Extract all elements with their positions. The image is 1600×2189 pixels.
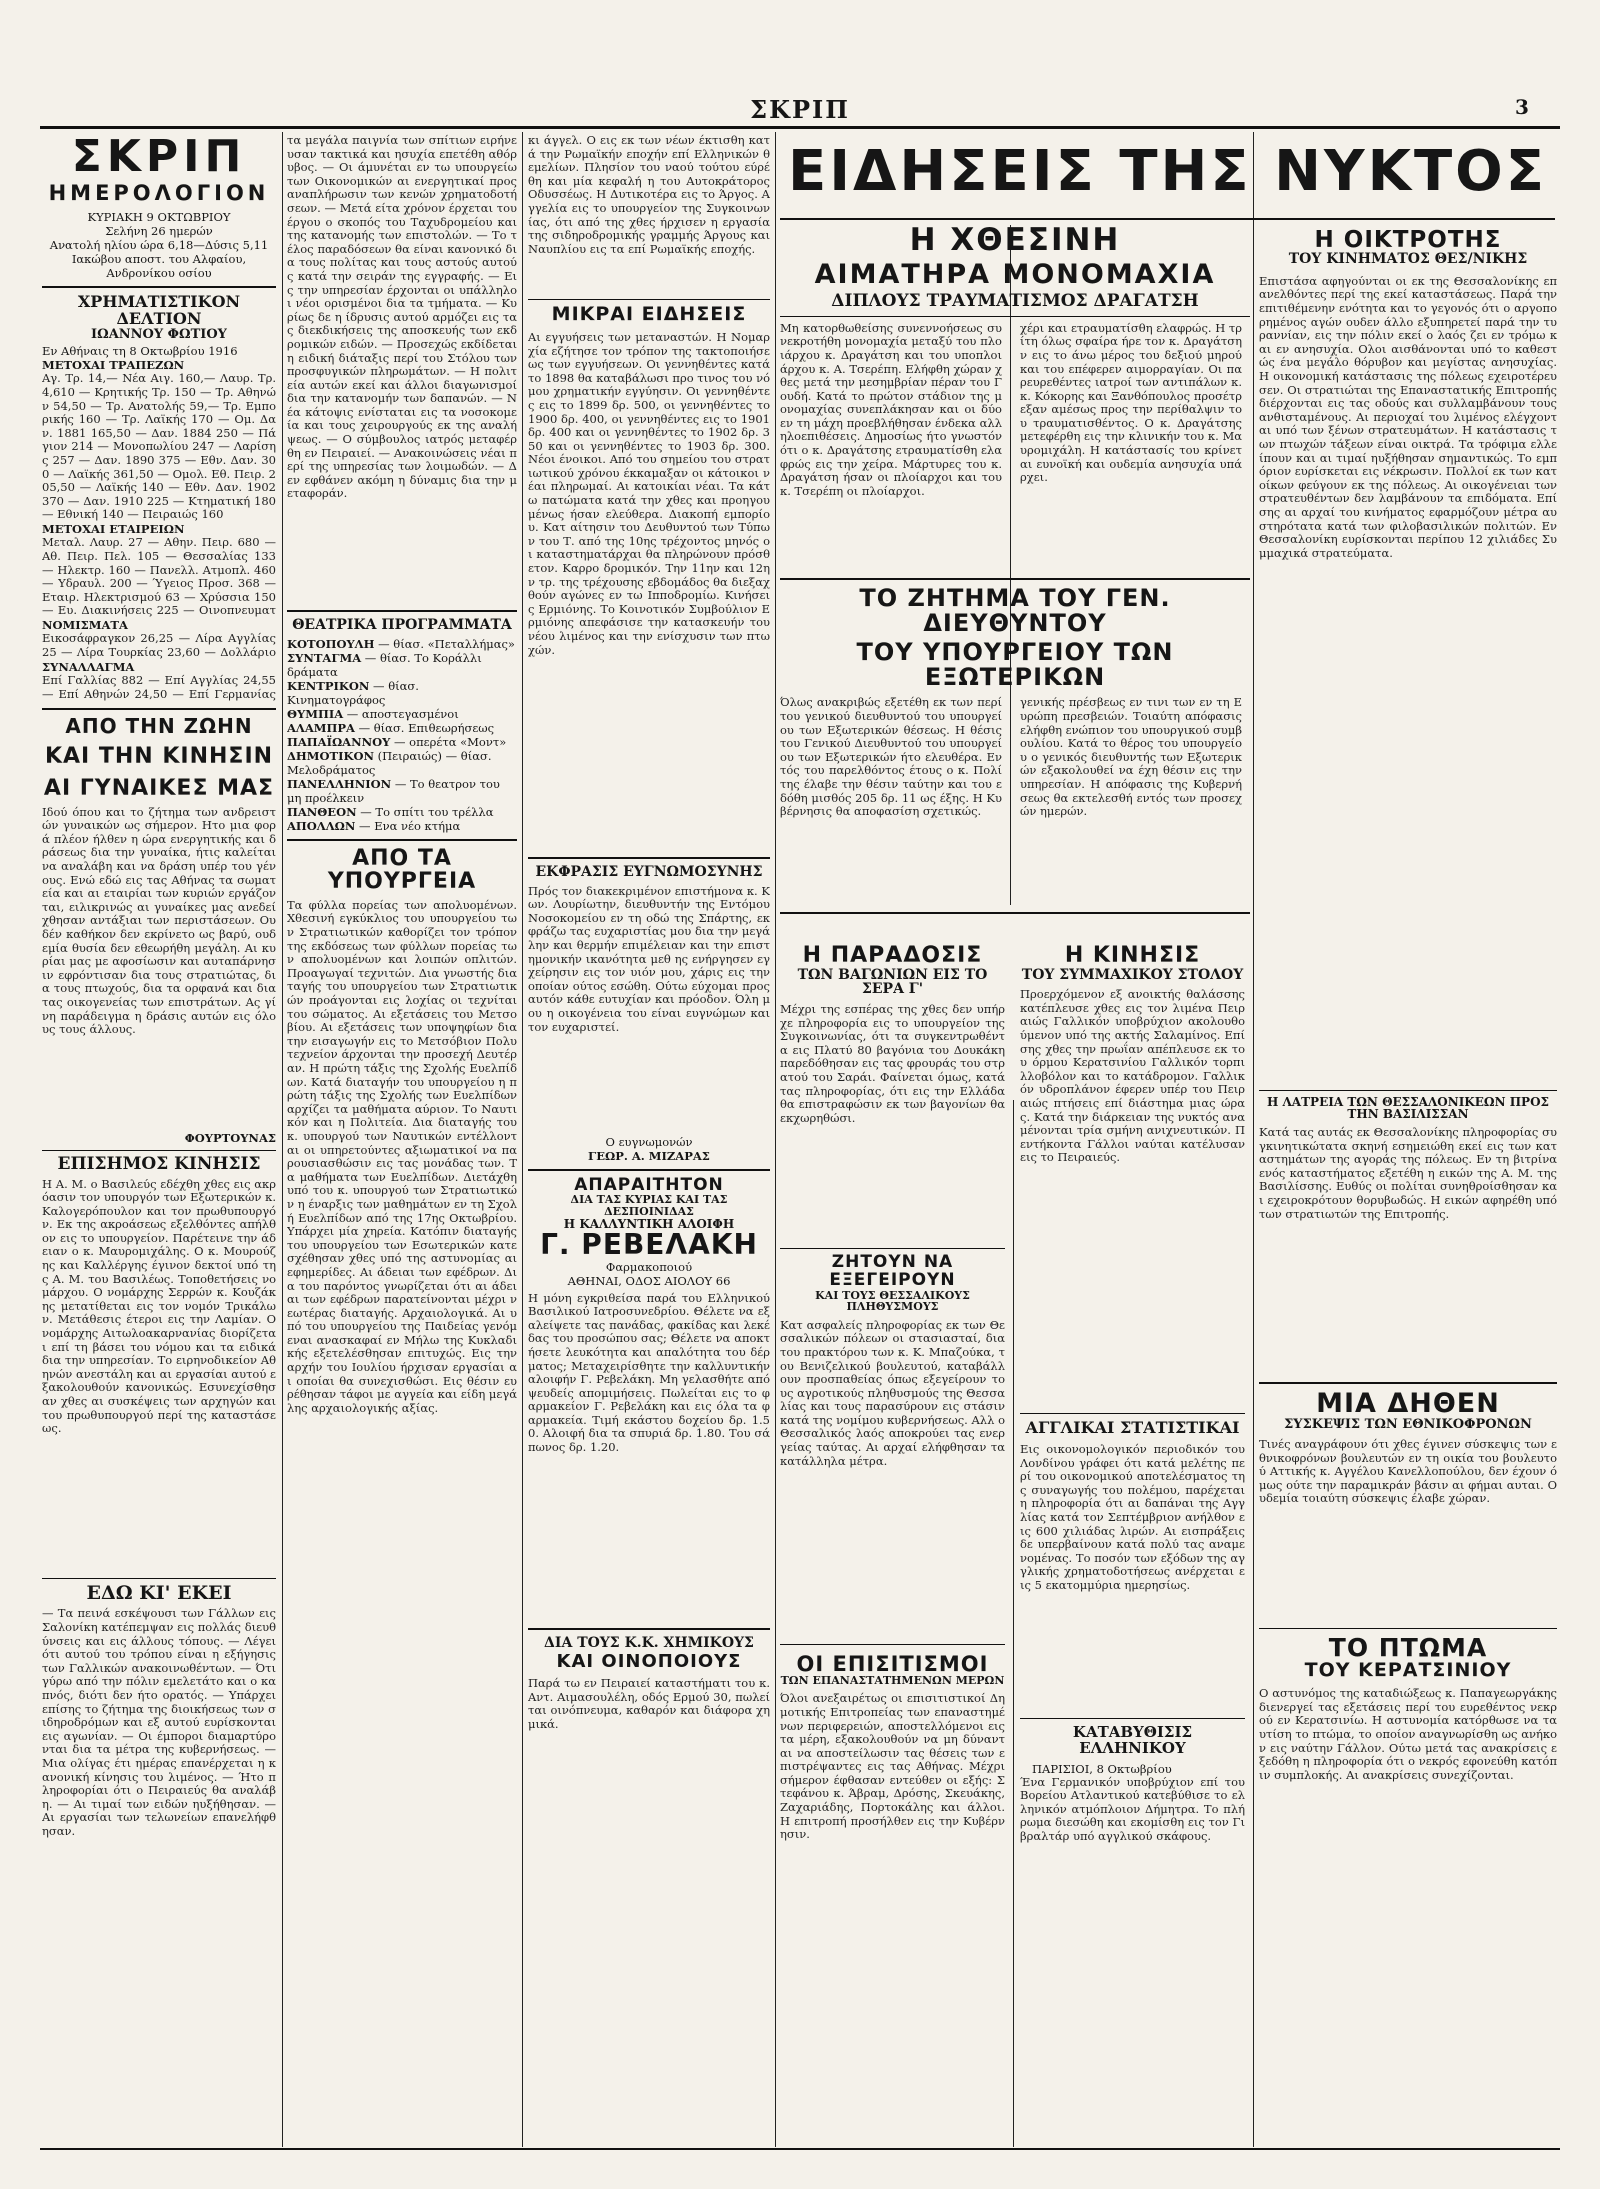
calendar-title: ΗΜΕΡΟΛΟΓΙΟΝ xyxy=(48,181,270,206)
sink-heading: ΚΑΤΑΒΥΘΙΣΙΣ ΕΛΛΗΝΙΚΟΥ xyxy=(1072,1723,1193,1757)
column-right xyxy=(1259,136,1557,2148)
cruelty-heading-1: Η ΟΙΚΤΡΟΤΗΣ xyxy=(1314,227,1502,253)
theatre-item: ΑΛΑΜΠΡΑ — θίασ. Επιθεωρήσεως xyxy=(287,720,495,735)
director-text-left: Όλως ανακριβώς εξετέθη εκ των περί του γενικού διευθυντού του υπουργείου των Εξωτερικών θέσεως. Η θέσις του Γενικού Διευθυντού του υπουργείου των Εξωτερικών ήτο ελευθέρα. Εντός του παρελθόντος έτους ο κ. Πολίτης έλαβε την θέσιν ταύτην και του εδόθη μισθός 205 δρ. 11 ως έξης. Η Κυβέρνησις θα αποφασίση σχετικώς. xyxy=(780,696,1002,819)
ad-heading-3: Η ΚΑΛΛΥΝΤΙΚΗ ΑΛΟΙΦΗ xyxy=(563,1216,735,1231)
divider xyxy=(528,1628,770,1630)
official-heading: ΕΠΙΣΗΜΟΣ ΚΙΝΗΣΙΣ xyxy=(57,1153,261,1174)
divider xyxy=(780,912,1250,914)
supposed-article: Τινές αναγράφουν ότι χθες έγινεν σύσκεψις των εθνικοφρόνων βουλευτών εν τη οικία του βουλευτού Αττικής κ. Αγγέλου Κανελλοπούλου, δεν έχουν όμως ούτε την παραμικράν βάσιν αι φήμαι αυται. Ουδεμία τοιαύτη σύσκεψις έλαβε χώραν. xyxy=(1259,1438,1557,1506)
column-rule-6 xyxy=(1253,132,1254,2147)
divider xyxy=(528,299,770,300)
director-text-right: γενικής πρέσβεως εν τινι των εν τη Ευρώπη πρεσβειών. Τοιαύτη απόφασις ελήφθη ενώπιον του υπουργικού συμβουλίου. Κατά το θέρος του υπουργείου ο γενικός διευθυντής των Εξωτερικών εξακολουθεί να έχη θέσιν εις την υπηρεσίαν. Η απόφασις της Κυβερνήσεως θα εκτελεσθή εντός των προσεχών ημερών. xyxy=(1020,696,1242,819)
queen-heading: Η ΛΑΤΡΕΙΑ ΤΩΝ ΘΕΣΣΑΛΟΝΙΚΕΩΝ ΠΡΟΣ ΤΗΝ ΒΑΣΙΛΙΣΣΑΝ xyxy=(1266,1094,1550,1122)
stats-article: Εις οικονομολογικόν περιοδικόν του Λονδίνου γράφει ότι κατά μελέτης περί του οικονομικού αποτελέσματος της συναγωγής του πολέμου, παρέχεται η πληροφορία ότι αι δαπάναι της Αγγλίας κατά τον Σεπτέμβριον ανήλθον εις 600 χιλιάδας λιρών. Αι εισπράξεις δε υπερβαίνουν κατά πολύ τας αναμενομένας. Το ποσόν των εξόδων της αγγλικής χρηματοδοτήσεως ανέρχεται εις 5 εκατομμύρια ημερησίως. xyxy=(1020,1443,1245,1592)
ad-subtitle: Φαρμακοποιού xyxy=(605,1259,693,1274)
masthead xyxy=(0,95,1600,123)
divider xyxy=(1020,1718,1245,1719)
small-news-article: Αι εγγυήσεις των μεταναστών. Η Νομαρχία εζήτησε τον τρόπον της τακτοποιήσεως των εγγυήσεων. Οι γεννηθέντες κατά το 1898 θα καταβάλωσι προ τινος του νόμου χρηματικήν εγγύησιν. Οι γεννηθέντες εις το 1899 δρ. 500, οι γεννηθέντες το 1900 δρ. 400, οι γεννηθέντες εις το 1901 δρ. 400 και οι γεννηθέντες το 1902 δρ. 350 και οι γεννηθέντες το 1903 δρ. 300. Νέοι ένοικοι. Από του σημείου του στρατιωτικού χρόνου έκκαμαξαν οι κάτοικοι νέαι πληρωμαί. Αι κατοικίαι νέαι. Τα κάτω πατώματα κατά την χθες και προηγουμένως ήσαν ελεύθερα. Διακοπή εμπορίου. Κατ αίτησιν του Δευθυντού των Τύπων του Τ. από της 10ης τρέχοντος μηνός οι καταστηματάρχαι θα πληρώνουν πρόσθετον. Καρρο δρομικόν. Την 11ην και 12ην τρ. της τρέχουσης εβδομάδος θα διεξαχθούν αγώνες εν τω Ιπποδρομίω. Κινήσεις Ερμιόνης. Το Κοινοτικόν Συμβούλιον Ερμιόνης απεφάσισε την κατασκευήν του νέου λιμένος και την ενίσχυσιν των πτωχών. xyxy=(528,330,770,657)
wagons-heading-1: Η ΠΑΡΑΔΟΣΙΣ xyxy=(802,943,983,969)
ad-name: Γ. ΡΕΒΕΛΑΚΗ xyxy=(540,1228,758,1262)
market-body-2: Μεταλ. Λαυρ. 27 — Αθην. Πειρ. 680 — Αθ. Πειρ. Πελ. 105 — Θεσσαλίας 133 — Ηλεκτρ. 160 — Πανελλ. Ατμοπλ. 460 — Υδραυλ. 200 — Ύγειος Προσ. 368 — Εταιρ. Ηλεκτρισμού 63 — Χρύσσια 150 — Ευ. Διακινήσεις 225 — Οινοπνευματ xyxy=(42,536,276,618)
women-article: Ιδού όπου και το ζήτημα των ανδρειστών γυναικών ως σήμερον. Ητο μια φορά πλέον ήλθεν η ώρα ενεργητικής και δράσεως δια την γυναίκα, ήτις καλείται να αναλάβη και να δράση υπέρ του γένους. Ενώ εδώ εις τας Αθήνας τα σωματεία και αι εταιρίαι των κυριών εργάζονται, ειλικρινώς αι γυναίκες μας ανεδείχθησαν αντάξιαι των περιστάσεων. Ουδέν καθήκον δεν εκρίνετο ως βαρύ, ουδεμία θυσία δεν εθεωρήθη μεγάλη. Αι κυρίαι μας με αφοσίωσιν και αυταπάρνησιν εφρόντισαν δια τους στρατιώτας, δια τους πτωχούς, δια τα ορφανά και δια τας οικογενείας των επιστράτων. Ας γίνη παράδειγμα η δράσις αυτών εις όλους τους άλλους. xyxy=(42,805,276,1037)
stats-heading: ΑΓΓΛΙΚΑΙ ΣΤΑΤΙΣΤΙΚΑΙ xyxy=(1025,1418,1240,1438)
night-news-banner: ΕΙΔΗΣΕΙΣ ΤΗΣ ΝΥΚΤΟΣ xyxy=(787,139,1548,204)
corpse-heading-1: ΤΟ ΠΤΩΜΑ xyxy=(1328,1633,1488,1662)
theatre-item: ΣΥΝΤΑΓΜΑ — θίασ. Το Κοράλλι δράματα xyxy=(287,650,482,679)
divider xyxy=(1259,1628,1557,1629)
divider xyxy=(42,1578,276,1579)
supposed-heading-2: ΣΥΣΚΕΨΙΣ ΤΩΝ ΕΘΝΙΚΟΦΡΟΝΩΝ xyxy=(1284,1417,1532,1433)
duel-text-left: Μη κατορθωθείσης συνεννοήσεως συνεκροτήθη μονομαχία μεταξύ του πλοιάρχου κ. Δραγάτση και του υποπλοιάρχου κ. Α. Τσερέπη. Ελήφθη χώραν χθες μετά την μεσημβρίαν πέραν του Γουδή. Κατά το πρώτον στάδιον της μονομαχίας συνεπλάκησαν και οι δύο εν τη μάχη προεβλήθησαν ένδεκα αλληλοεπιθέσεις. Δημοσίως ήτο γνωστόν ότι ο κ. Δραγάτσης ετραυματίσθη ελαφρώς εις την χείρα. Μάρτυρες του κ. Δραγάτση ήσαν οι πλοίαρχοι και του κ. Τσερέπη οι πλοίαρχοι. xyxy=(780,321,1002,498)
sidebar-paper-name: ΣΚΡΙΠ xyxy=(71,134,247,182)
main-lower-left xyxy=(780,920,1005,2010)
here-heading: ΕΔΩ ΚΙ' ΕΚΕΙ xyxy=(86,1581,232,1604)
fleet-heading-1: Η ΚΙΝΗΣΙΣ xyxy=(1064,943,1201,969)
market-body-4: Επί Γαλλίας 882 — Επί Αγγλίας 24,55 — Επί Αθηνών 24,50 — Επί Γερμανίας xyxy=(42,674,276,702)
column-rule-3 xyxy=(775,132,776,2147)
thess-heading-1: ΖΗΤΟΥΝ ΝΑ ΕΞΕΓΕΙΡΟΥΝ xyxy=(829,1251,956,1290)
official-article: Η Α. Μ. ο Βασιλεύς εδέχθη χθες εις ακρόασιν τον υπουργόν των Εξωτερικών κ. Καλογερόπουλον και τον πρωθυπουργόν. Εκ της ακροάσεως εξελθόντες απήλθον εις το υπουργείον. Παρέτεινε την άδειαν ο κ. Μαυρομιχάλης. Ο κ. Μουρούζης και Καλλέργης έγινον δεκτοί υπό της Α. Μ. του Βασιλέως. Τοποθετήσεις νομάρχου. Ο νομάρχης Σερρών κ. Κουζάκης μετατίθεται εις τον νομόν Τρικάλων. Μετάθεσις έτεροι εις την Λαμίαν. Ο νομάρχης Αιτωλοακαρνανίας διορίζεται επί τη βάσει του νόμου και τα ειδικά δια την υπηρεσίαν. Το ειρηνοδικείον Αθηνών ανεστάλη και αι εργασίαι αυτού εξακολουθούν κανονικώς. Εσυνεχίσθησαν χθες αι συσκέψεις των αρχηγών και του πρωθυπουργού περί της καταστάσεως. xyxy=(42,1177,276,1436)
divider xyxy=(287,839,517,841)
here-article: — Τα πεινά εσκέψουσι των Γάλλων εις Σαλονίκη κατέπεμψαν εις πολλάς διευθύνσεις και εις άλλους τόπους. — Λέγει ότι αυτού του τρόπου είναι η εξήγησις των Γαλλικών ανακοινωθέντων. — Ότι γύρω από την πόλιν εμελετάτο και ο καπνός, διότι δεν ήτο ορατός. — Υπάρχει επίσης το ζήτημα της διοικήσεως των σιδηροδρόμων και εξ αυτού ευρίσκονται εις αγωνίαν. — Οι έμποροι διαμαρτύρονται δια τα μέτρα της κυβερνήσεως. — Μια ολίγας έτι ημέρας επανέρχεται η κανονική κίνησις του λιμένος. — Ήτο πληροφορίαι ότι ο Πειραιεύς θα αναλάβη. — Αι τιμαί των ειδών ηυξήθησαν. — Αι εργασίαι των τελωνείων επανελήφθησαν. xyxy=(42,1607,276,1838)
market-body: Αγ. Τρ. 14,— Νέα Αιγ. 160,— Λαυρ. Τρ. 4,610 — Κρητικής Τρ. 150 — Τρ. Αθηνών 54,50 — Τρ. Ανατολής 59,— Τρ. Εμπορικής 160 — Τρ. Λαϊκής 170 — Ομ. Δαν. 1881 165,50 — Δαν. 1884 250 — Πάγιον 214 — Μονοπωλίου 247 — Λαρίσης 257 — Δαν. 1890 375 — Εθν. Δαν. 300 — Λαϊκής 361,50 — Ομολ. Εθ. Πειρ. 205,50 — Λαϊκής 140 — Εθν. Δαν. 1902 370 — Δαν. 1910 225 — Κτηματική 180 — Εθνική 140 — Πειραιώς 160 xyxy=(42,372,276,522)
divider xyxy=(42,708,276,710)
sink-article: Ένα Γερμανικόν υποβρύχιον επί του Βορείου Ατλαντικού κατεβύθισε το ελληνικόν ατμόπλοιον Δήμητρα. Το πλήρωμα διεσώθη και εκομίσθη εις τον Γιβραλτάρ υπό αγγλικού σκάφους. xyxy=(1020,1775,1245,1843)
duel-heading-2: ΑΙΜΑΤΗΡΑ ΜΟΝΟΜΑΧΙΑ xyxy=(814,258,1216,290)
chem-heading-2: ΚΑΙ ΟΙΝΟΠΟΙΟΥΣ xyxy=(556,1651,742,1673)
theatre-item: ΑΠΟΛΛΩΝ — Ενα νέο κτήμα xyxy=(287,818,461,833)
queen-article: Κατά τας αυτάς εκ Θεσσαλονίκης πληροφορίας συγκινητικώτατα σκηνή εσημειώθη εκεί εις των καταστημάτων της αγοράς της πόλεως. Εν τη βιτρίνα ενός καταστήματος εξετέθη η εικών της Α. Μ. της Βασιλίσσης. Ευθύς οι πολίται συνηθροίσθησαν και εχειροκρότουν θορυβωδώς. Η εικών αφηρέθη υπό των στρατιωτών της Επιτροπής. xyxy=(1259,1126,1557,1221)
chem-article: Παρά τω εν Πειραιεί καταστήματι του κ. Αντ. Αιμασουλέλη, οδός Ερμού 30, πωλείται οινόπνευμα, καθαρόν και διάφορα χημικά. xyxy=(528,1677,770,1731)
theatre-item: ΠΑΠΑΪΩΑΝΝΟΥ — οπερέτα «Μοντ» xyxy=(287,734,507,749)
theatre-item: ΔΗΜΟΤΙΚΟΝ (Πειραιώς) — θίασ. Μελοδράματος xyxy=(287,748,492,777)
sink-date: ΠΑΡΙΣΙΟΙ, 8 Οκτωβρίου xyxy=(1032,1761,1172,1776)
thanks-heading: ΕΚΦΡΑΣΙΣ ΕΥΓΝΩΜΟΣΥΝΗΣ xyxy=(535,863,763,880)
masthead-rule xyxy=(40,126,1560,129)
duel-text-right: χέρι και ετραυματίσθη ελαφρώς. Η τρίτη όλως σφαίρα ήρε τον κ. Δραγάτσην εις το άνω μέρος του δεξιού μηρού και του επέφερεν αιμορραγίαν. Οι παρευρεθέντες ιατροί των αντιπάλων κ.κ. Κόκορης και Ξανθόπουλος προσέτρεξαν αμέσως προς την περίθαλψιν του τραυματισθέντος. Ο κ. Δραγάτσης μετεφέρθη εις την κλινικήν του κ. Μαυρομιχάλη. Η κατάστασίς του κρίνεται ευνοϊκή και ουδεμία ανησυχία υπάρχει. xyxy=(1020,321,1242,485)
director-article xyxy=(780,696,1250,906)
theatre-item: ΠΑΝΕΛΛΗΝΙΟΝ — Το θεατρον του μη προέλκειν xyxy=(287,776,500,805)
page-number: 3 xyxy=(1515,95,1529,119)
ad-heading-2: ΔΙΑ ΤΑΣ ΚΥΡΙΑΣ ΚΑΙ ΤΑΣ ΔΕΣΠΟΙΝΙΔΑΣ xyxy=(570,1193,728,1219)
corpse-article: Ο αστυνόμος της καταδιώξεως κ. Παπαγεωργάκης διενεργεί τας εξετάσεις περί του ευρεθέντος νεκρού εν Κερατσινίω. Η αστυνομία κατόρθωσε να ταυτίση το πτώμα, το οποίον αναγνωρίσθη ως ανήκον εις ναύτην Γάλλον. Ούτω μετά τας ανακρίσεις εξεδόθη η πληροφορία ότι ο νεκρός εφονεύθη κατόπιν συμπλοκής. Αι ανακρίσεις συνεχίζονται. xyxy=(1259,1687,1557,1782)
duel-heading-1: Η ΧΘΕΣΙΝΗ xyxy=(909,224,1121,258)
calendar-moon: Σελήνη 26 ημερών xyxy=(105,224,213,239)
requis-article: Όλοι ανεξαιρέτως οι επισιτιστικοί Δημοτικής Επιτροπείας των επαναστημένων περιφερειών, αποστελλόμενοι εις τα μέρη, εξακολουθούν να μη δύνανται να αποστείλωσιν τας θέσεις των επιστρέψαντες εις τας Αθήνας. Μέχρι σήμερον έφθασαν εντεύθεν οι εξής: Στεφάνου κ. Άβραμ, Δρόσης, Σκευάκης, Ζαχαριάδης, Πορτοκάλης και άλλοι. Η επιτροπή προσήλθεν εις την Κυβέρνησιν. xyxy=(780,1692,1005,1842)
thess-heading-2: ΚΑΙ ΤΟΥΣ ΘΕΣΣΑΛΙΚΟΥΣ ΠΛΗΘΥΣΜΟΥΣ xyxy=(815,1288,970,1314)
divider xyxy=(780,316,1250,317)
director-heading-1: ΤΟ ΖΗΤΗΜΑ ΤΟΥ ΓΕΝ. ΔΙΕΥΘΥΝΤΟΥ xyxy=(859,583,1171,637)
column-rule-1 xyxy=(282,132,283,2147)
divider xyxy=(780,1248,1005,1249)
ministries-heading: ΑΠΟ ΤΑ ΥΠΟΥΡΓΕΙΑ xyxy=(327,845,477,894)
divider xyxy=(780,1644,1005,1645)
cruelty-heading-2: ΤΟΥ ΚΙΝΗΜΑΤΟΣ ΘΕΣ/ΝΙΚΗΣ xyxy=(1288,251,1528,268)
divider xyxy=(42,1150,276,1151)
market-line-2: ΜΕΤΟΧΑΙ ΤΡΑΠΕΖΩΝ xyxy=(42,358,185,373)
calendar-saints: Ιακώβου αποστ. του Αλφαίου, Ανδρονίκου οσίου xyxy=(71,252,247,281)
theatre-item: ΘΥΜΠΙΑ — αποστεγασμένοι xyxy=(287,706,459,721)
ad-body: Η μόνη εγκριθείσα παρά του Ελληνικού Βασιλικού Ιατροσυνεδρίου. Θέλετε να εξαλείψετε τας πανάδας, φακίδας και λεκέδας του προσώπου σας; Θέλετε να αποκτήσετε λευκότητα και απαλότητα του δέρματος; Μεταχειρίσθητε την καλλυντικήν αλοιφήν Γ. Ρεβελάκη. Μη γελασθήτε από ψευδείς απομιμήσεις. Πωλείται εις το φαρμακείον Γ. Ρεβελάκη και εις όλα τα φαρμακεία. Τιμή εκάστου δοχείου δρ. 1.50. Αλοιφή δια τα σπυριά δρ. 1.80. Του σάπωνος δρ. 1.20. xyxy=(528,1291,770,1455)
main-centre xyxy=(780,224,1250,2154)
divider xyxy=(1259,1382,1557,1384)
market-line-5: ΣΥΝΑΛΛΑΓΜΑ xyxy=(42,660,135,675)
thanks-sign-2: ΓΕΩΡ. Α. ΜΙΖΑΡΑΣ xyxy=(588,1148,710,1163)
calendar-sun: Ανατολή ηλίου ώρα 6,18—Δύσις 5,11 xyxy=(49,238,269,253)
duel-article xyxy=(780,322,1250,572)
fleet-article: Προερχόμενον εξ ανοικτής θαλάσσης κατέπλευσε χθες εις τον λιμένα Πειραιώς Γαλλικόν υποβρύχιον ακολουθούμενον υπό της ακτής Σαλαμίνος. Επίσης χθες την πρωΐαν απέπλευσε εκ του όρμου Κερατσινίου Γαλλικόν τορπιλλοβόλον και το κατάδρομον. Γαλλικόν υδροπλάνον έφερεν υπέρ του Πειραιώς πτήσεις επί διάστημα μιας ώρας. Κατά την διάρκειαν της νυκτός αναμένονται τρία σμήνη ανιχνευτικών. Πεντήκοντα Γάλλοι ναύται κατέλυσαν εις το Πειραιεύς. xyxy=(1020,988,1245,1165)
corpse-heading-2: ΤΟΥ ΚΕΡΑΤΣΙΝΙΟΥ xyxy=(1304,1659,1512,1682)
life-heading-1: ΑΠΟ ΤΗΝ ΖΩΗΝ xyxy=(65,714,253,739)
calendar-date: ΚΥΡΙΑΚΗ 9 ΟΚΤΩΒΡΙΟΥ xyxy=(87,210,231,225)
theatre-item: ΚΕΝΤΡΙΚΟΝ — θίασ. Κινηματογράφος xyxy=(287,678,419,707)
ad-heading-1: ΑΠΑΡΑΙΤΗΤΟΝ xyxy=(574,1174,724,1195)
main-lower xyxy=(780,920,1250,2010)
theatre-item: ΠΑΝΘΕΟΝ — Το σπίτι του τρέλλα xyxy=(287,804,494,819)
ad-address: ΑΘΗΝΑΙ, ΟΔΟΣ ΑΙΟΛΟΥ 66 xyxy=(567,1273,731,1288)
divider xyxy=(1020,1413,1245,1414)
divider xyxy=(1259,1090,1557,1091)
thanks-sign-1: Ο ευγνωμονών xyxy=(605,1134,693,1149)
column-1 xyxy=(42,134,276,2146)
cruelty-article: Επιστάσα αφηγούνται οι εκ της Θεσσαλονίκης επανελθόντες περί της εκεί καταστάσεως. Παρά την επιτιθέμενην ενότητα και το γεγονός ότι ο αργοπορημένος αγών ουδεν άλλο εξυπηρετεί παρά την τυραννίαν, εις την πόλιν εκεί ο λαός ζει εν τρόμω και εν ανησυχία. Ολοι αισθάνονται υπό το καθεστώς ένα μεγάλο θόρυβον και μεγίστας ανησυχίας. Η οικονομική κατάστασις της πόλεως εχειροτέρευσεν. Οι στρατιώται της Επαναστατικής Επιτροπής διέρχονται εις τας οδούς και συλλαμβάνουν τους ανθισταμένους. Αι περιοχαί του λιμένος ελέγχονται υπό των ξένων στρατευμάτων. Η κατάστασις των πτωχών τάξεων είναι οικτρά. Τα τρόφιμα ελλείπουν και αι τιμαί ηυξήθησαν σημαντικώς. Το εμπόριον ευρίσκεται εις νέκρωσιν. Πολλοί εκ των κατοίκων φεύγουν εκ της πόλεως. Αι οικογένειαι των στρατευθέντων δεν λαμβάνουν τα επιδόματα. Επίσης αι αρχαί του κινήματος εφαρμόζουν μέτρα αυστηρότατα κατά των φιλοβασιλικών πολιτών. Εν Θεσσαλονίκη ευρίσκονται περίπου 12 χιλιάδες Συμμαχικά στρατεύματα. xyxy=(1259,274,1557,560)
column-2 xyxy=(287,134,517,2146)
ministries-article: Τα φύλλα πορείας των απολυομένων. Χθεσινή εγκύκλιος του υπουργείου των Στρατιωτικών καθορίζει τον τρόπον της εκδόσεως των φύλλων πορείας των απολυομένων και λοιπών οπλιτών. Προαγωγαί τεχνιτών. Δια γνωστής διαταγής του υπουργείου των Στρατιωτικών προάγονται εις λοχίας οι τεχνίται του σώματος. Αι εξετάσεις του Μετσοβίου. Αι εξετάσεις των υποψηφίων δια την εισαγωγήν εις το Μετσόβιον Πολυτεχνείον άρχονται την προσεχή Δευτέραν. Η πρώτη τάξις της Σχολής Ευελπίδων. Κατά διαταγήν του υπουργείου η πρώτη τάξις της Σχολής των Ευελπίδων αρχίζει τα μαθήματα αύριον. Το Ναυτικόν και η Πολιτεία. Δια διαταγής του κ. υπουργού των Ναυτικών εντέλλονται οι υπηρετούντες αξιωματικοί να παρουσιασθώσιν εις τας μονάδας των. Τα μαθήματα των Ευελπίδων. Διετάχθη υπό του κ. υπουργού των Στρατιωτικών η έναρξις των μαθημάτων εν τη Σχολή Ευελπίδων από της 17ης Οκτωβρίου. Υπάρχει μία χηρεία. Κατόπιν διαταγής του υπουργείου των Εσωτερικών κατεσχέθησαν χθες υπό της αστυνομίας αι εφημερίδες. Αι άδειαι των εφέδρων. Δια του παρόντος γνωρίζεται ότι αι άδειαι των εφέδρων παρατείνονται μέχρι νεωτέρας διαταγής. Αρχαιολογικά. Αι υπό του υπουργείου της Παιδείας γενόμεναι ανασκαφαί εν Μήλω της Κυκλαδικής εξετελέσθησαν επιτυχώς. Εις την αρχήν του Ιουλίου ήρχισαν εργασίαι αι οποίαι θα συνεχισθώσι. Εις θέσιν ευρέθησαν τάφοι με αγγεία και είδη μεγάλης αρχαιολογικής αξίας. xyxy=(287,898,517,1415)
main-lower-right xyxy=(1020,920,1245,2010)
women-heading: ΑΙ ΓΥΝΑΙΚΕΣ ΜΑΣ xyxy=(43,775,275,801)
small-news-heading: ΜΙΚΡΑΙ ΕΙΔΗΣΕΙΣ xyxy=(551,303,747,325)
director-heading-2: ΤΟΥ ΥΠΟΥΡΓΕΙΟΥ ΤΩΝ ΕΞΩΤΕΡΙΚΩΝ xyxy=(856,638,1174,692)
duel-heading-3: ΔΙΠΛΟΥΣ ΤΡΑΥΜΑΤΙΣΜΟΣ ΔΡΑΓΑΤΣΗ xyxy=(831,290,1199,311)
market-subtitle: ΙΩΑΝΝΟΥ ΦΩΤΙΟΥ xyxy=(91,326,227,342)
chem-heading-1: ΔΙΑ ΤΟΥΣ Κ.Κ. ΧΗΜΙΚΟΥΣ xyxy=(544,1634,754,1651)
life-heading-2: ΚΑΙ ΤΗΝ ΚΙΝΗΣΙΝ xyxy=(44,744,274,770)
divider xyxy=(528,1169,770,1171)
wagons-article: Μέχρι της εσπέρας της χθες δεν υπήρχε πληροφορία εις το υπουργείον της Συγκοινωνίας, ότι τα συγκεντρωθέντα εις Πλατύ 80 βαγόνια του Δουκάκη παρεδόθησαν εις τας φρουράς του στρατού του Σαράι. Φαίνεται όμως, κατά τας πληροφορίας, ότι εις την Ελλάδα θα επιστραφώσιν εκ των βαγονίων θα εκχωρηθώσι. xyxy=(780,1002,1005,1125)
supposed-heading-1: ΜΙΑ ΔΗΘΕΝ xyxy=(1316,1388,1500,1420)
column-3 xyxy=(528,134,770,2146)
column-3-top-article: κι άγγελ. Ο εις εκ των νέων έκτισθη κατά την Ρωμαϊκήν εποχήν επί Ελληνικών θεμελίων. Πλησίον του ναού τούτου εύρέθη και μία κεφαλή η του Αυτοκράτορος Οδυσσέως. Η Δυτικοτέρα εις το Άργος. Αγγελία εις το υπουργείον της Συγκοινωνίας, ότι από της χθες ήρχισεν η εργασία της σιδηροδρομικής γραμμής Άργους και Ναυπλίου εις τα επί Ρωμαϊκής εποχής. xyxy=(528,134,770,256)
market-title: ΧΡΗΜΑΤΙΣΤΙΚΟΝ ΔΕΛΤΙΟΝ xyxy=(77,292,241,329)
divider xyxy=(528,857,770,859)
fleet-heading-2: ΤΟΥ ΣΥΜΜΑΧΙΚΟΥ ΣΤΟΛΟΥ xyxy=(1021,966,1244,983)
masthead-title: ΣΚΡΙΠ xyxy=(750,95,850,124)
column-rule-2 xyxy=(522,132,523,2147)
requis-heading-1: ΟΙ ΕΠΙΣΙΤΙΣΜΟΙ xyxy=(796,1651,989,1676)
divider xyxy=(780,578,1250,580)
women-signature: ΦΟΥΡΤΟΥΝΑΣ xyxy=(184,1130,276,1145)
requis-heading-2: ΤΩΝ ΕΠΑΝΑΣΤΑΤΗΜΕΝΩΝ ΜΕΡΩΝ xyxy=(780,1673,1005,1687)
thanks-article: Πρός τον διακεκριμένον επιστήμονα κ. Κων. Λουρίωτην, διευθυντήν της Εντόμου Νοσοκομείου εν τη οδώ της Σπάρτης, εκφράζω τας ευχαριστίας μου δια την μεγάλην και θερμήν επιμέλειαν και την επιστημονικήν ικανότητα μεθ ης ενήργησεν εγχείρησιν εις τον υιόν μου, χάρις εις την οποίαν ούτος εσώθη. Ούτω εύχομαι προς αυτόν κάθε ευτυχίαν και πρόοδον. Όλη μου η οικογένεια του είναι ευγνώμων και τον ευχαριστεί. xyxy=(528,884,770,1034)
market-line-3: ΜΕΤΟΧΑΙ ΕΤΑΙΡΕΙΩΝ xyxy=(42,522,185,537)
column-2-top-article: τα μεγάλα παιγνία των σπίτιων ειρήνευσαν τακτικά και ησυχία επετέθη αθόρυβος. — Οι άμυνέται εν τω υπουργείω των Οικονομικών αι ενεργητικαί προς αναπλήρωσιν των κενών χρηματοδοτήσεων. — Μετά είτα χρόνον έρχεται του έργου ο σκοπός του Ταχυδρομείου και της κατανομής των επιστολών. — Το τέλος παραδόσεων θα είναι κανονικό δια τους πολίτας και τους αστούς αυτούς κατά την σειράν της εγγραφής. — Εις την υπηρεσίαν έρχονται οι υπάλληλοι νέοι ορισμένοι δια τα τμήματα. — Κυρίως δε η ίδρυσις αυτού αρμόζει εις τας διεκδικήσεις της αποσκευής των εκδρομικών ειδών. — Προσεχώς εκδίδεται η ειδική διάταξις περί του Στόλου των προσφυγικών πληρωμάτων. — Η πολιτεία αυτών εκεί και άλλοι διαγωνισμοί δια την κατανομήν των δαπανών. — Νέα κάτοψις ενίσταται εις τα νοσοκομεία και τους χειρουργούς εκ της αναλήψεως. — Ο σύμβουλος ιατρός μεταφέρθη εν Πειραιεί. — Ανακοινώσεις νέαι περί της υπηρεσίας των λοιμωδών. — Δεν εφθάνεν ακόμη η δύναμις δια την μεταφοράν. xyxy=(287,134,517,501)
market-line-1: Εν Αθήναις τη 8 Οκτωβρίου 1916 xyxy=(42,344,238,359)
divider xyxy=(42,286,276,288)
divider xyxy=(287,610,517,612)
market-line-4: ΝΟΜΙΣΜΑΤΑ xyxy=(42,618,128,633)
market-body-3: Εικοσάφραγκον 26,25 — Λίρα Αγγλίας 25 — Λίρα Τουρκίας 23,60 — Δολλάριο xyxy=(42,632,276,660)
wagons-heading-2: ΤΩΝ ΒΑΓΩΝΙΩΝ ΕΙΣ ΤΟ ΣΕΡΑ Γ' xyxy=(797,966,988,998)
thess-article: Κατ ασφαλείς πληροφορίας εκ των Θεσσαλικών πόλεων οι στασιασταί, δια του πρακτόρου των κ. Κ. Μπαζούκα, του Βενιζελικού βουλευτού, καταβάλλουν προσπαθείας όπως εξεγείρουν τους αγροτικούς πληθυσμούς της Θεσσαλίας και τους παρασύρουν εις στάσιν κατά της νομίμου κυβερνήσεως. Αλλ ο Θεσσαλικός λαός αποκρούει τας ενεργείας ταύτας. Αι αρχαί ελήφθησαν τα κατάλληλα μέτρα. xyxy=(780,1318,1005,1468)
theatre-item: ΚΟΤΟΠΟΥΛΗ — θίασ. «Πεταλλήμας» xyxy=(287,636,515,651)
bottom-rule xyxy=(40,2148,1560,2150)
theatre-heading: ΘΕΑΤΡΙΚΑ ΠΡΟΓΡΑΜΜΑΤΑ xyxy=(292,617,512,633)
